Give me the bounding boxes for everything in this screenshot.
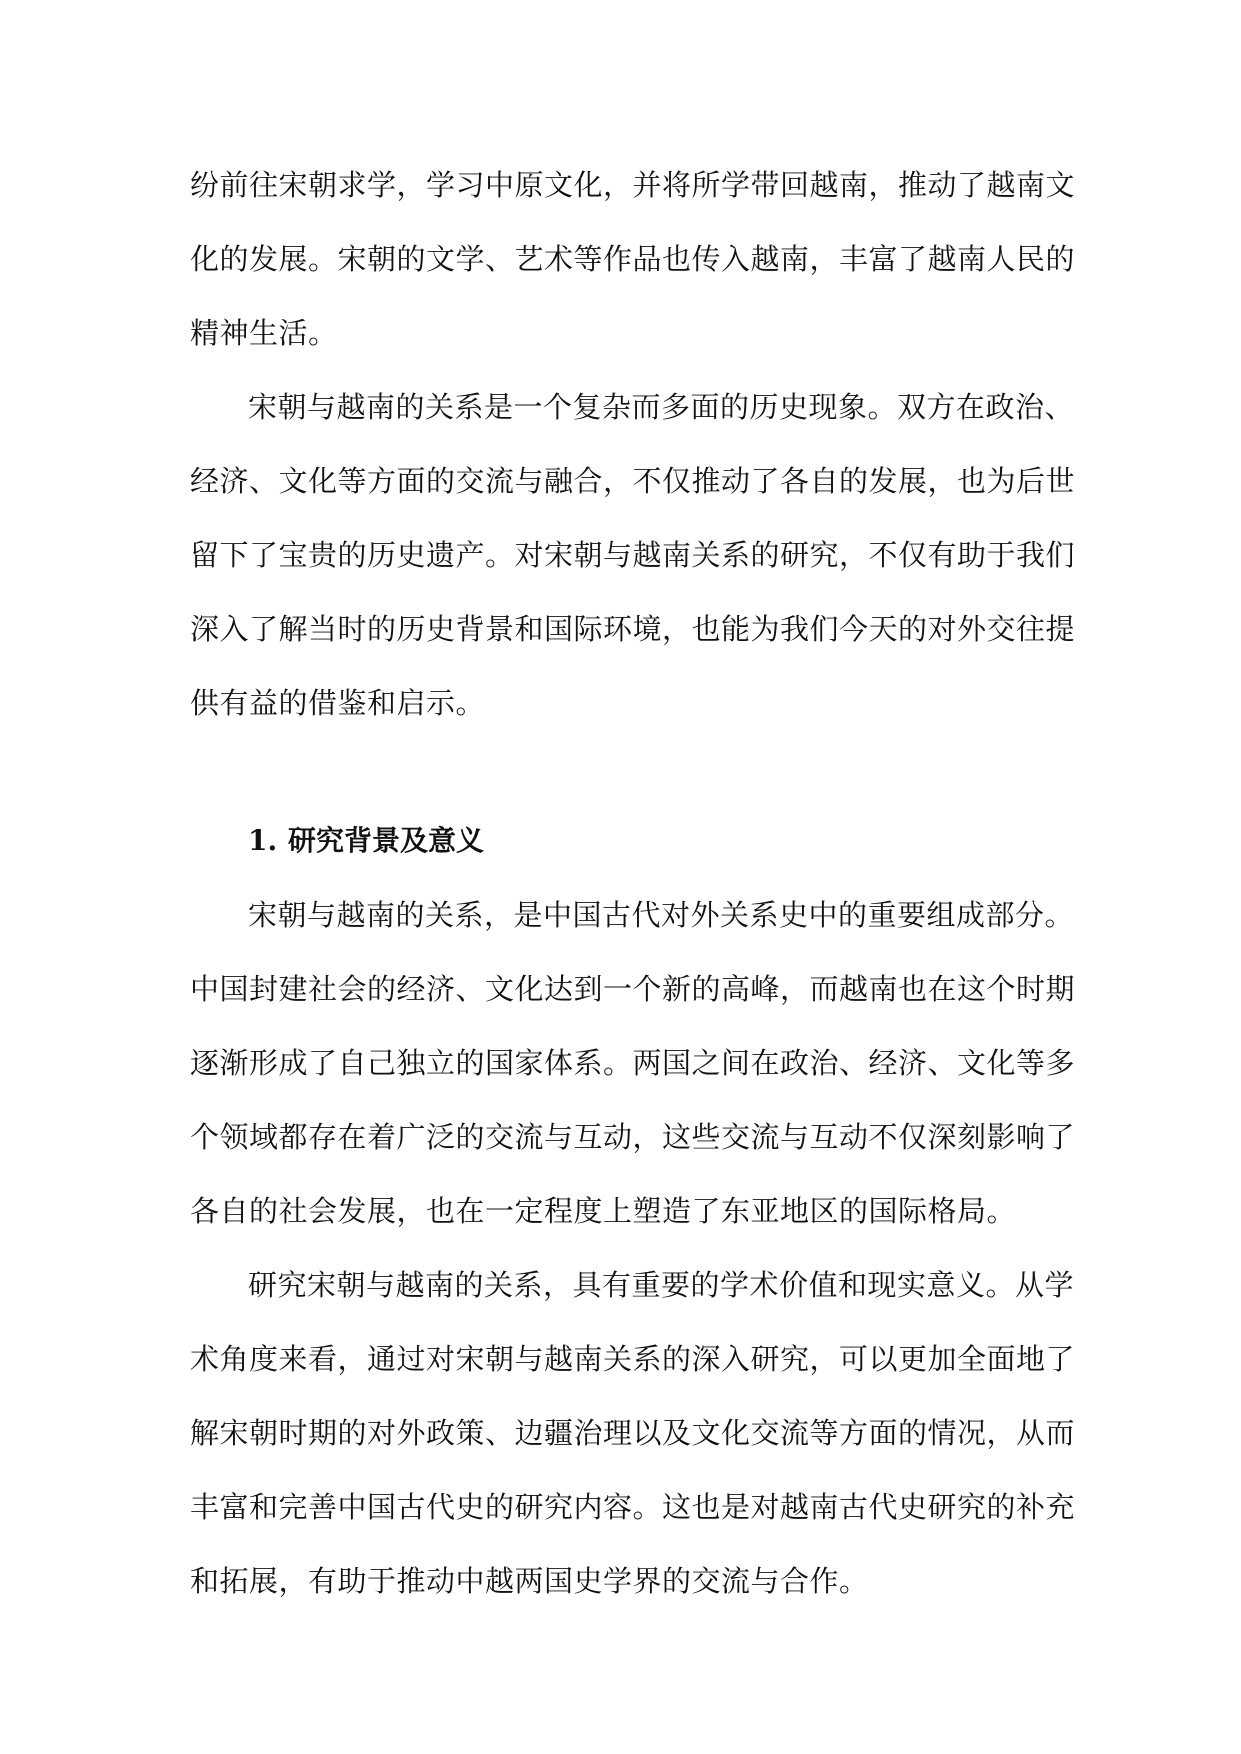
text-line: 留下了宝贵的历史遗产。对宋朝与越南关系的研究，不仅有助于我们 [190, 538, 1076, 572]
text-line: 逐渐形成了自己独立的国家体系。两国之间在政治、经济、文化等多 [190, 1046, 1076, 1080]
paragraph-significance [190, 1248, 1076, 1618]
paragraph-background [190, 878, 1076, 1248]
text-line: 化的发展。宋朝的文学、艺术等作品也传入越南，丰富了越南人民的 [190, 242, 1076, 276]
text-line: 中国封建社会的经济、文化达到一个新的高峰，而越南也在这个时期 [190, 972, 1076, 1006]
paragraph-continuation [190, 148, 1076, 370]
section-heading [190, 804, 1050, 878]
section-title: 研究背景及意义 [288, 824, 485, 857]
text-line: 宋朝与越南的关系，是中国古代对外关系史中的重要组成部分。 [248, 898, 1075, 932]
text-line: 丰富和完善中国古代史的研究内容。这也是对越南古代史研究的补充 [190, 1490, 1076, 1524]
text-line: 经济、文化等方面的交流与融合，不仅推动了各自的发展，也为后世 [190, 464, 1076, 498]
paragraph-summary [190, 370, 1076, 740]
text-line: 供有益的借鉴和启示。 [190, 686, 486, 720]
text-line: 精神生活。 [190, 316, 338, 350]
text-line: 纷前往宋朝求学，学习中原文化，并将所学带回越南，推动了越南文 [190, 168, 1076, 202]
document-page [190, 148, 1076, 1618]
text-line: 深入了解当时的历史背景和国际环境，也能为我们今天的对外交往提 [190, 612, 1076, 646]
text-line: 研究宋朝与越南的关系，具有重要的学术价值和现实意义。从学 [248, 1268, 1075, 1302]
text-line: 各自的社会发展，也在一定程度上塑造了东亚地区的国际格局。 [190, 1194, 1017, 1228]
text-line: 和拓展，有助于推动中越两国史学界的交流与合作。 [190, 1564, 869, 1598]
text-line: 解宋朝时期的对外政策、边疆治理以及文化交流等方面的情况，从而 [190, 1416, 1076, 1450]
section-gap [190, 740, 1050, 804]
text-line: 宋朝与越南的关系是一个复杂而多面的历史现象。双方在政治、 [248, 390, 1075, 424]
text-line: 术角度来看，通过对宋朝与越南关系的深入研究，可以更加全面地了 [190, 1342, 1076, 1376]
section-number: 1. [248, 824, 278, 857]
text-line: 个领域都存在着广泛的交流与互动，这些交流与互动不仅深刻影响了 [190, 1120, 1076, 1154]
